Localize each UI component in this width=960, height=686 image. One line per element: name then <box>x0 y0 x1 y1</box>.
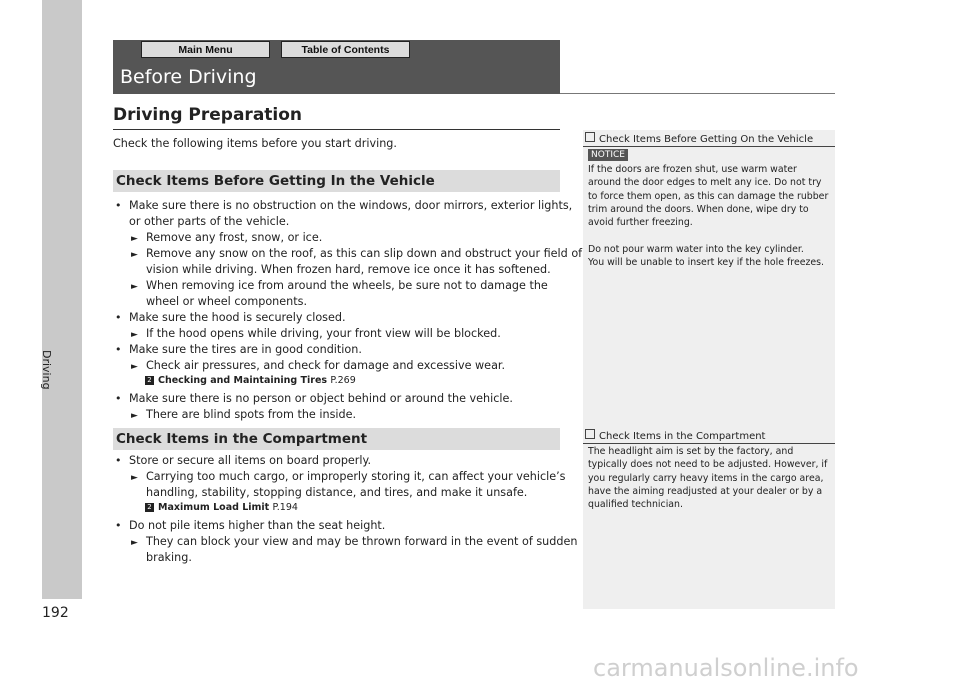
sub-item-continuation: handling, stability, stopping distance, and tires, and make it unsafe. <box>146 486 528 499</box>
sub-item: ► They can block your view and may be thrown forward in the event of sudden <box>131 534 578 548</box>
arrow-icon: ► <box>131 250 138 260</box>
chapter-side-tab <box>42 0 82 599</box>
intro-text: Check the following items before you start driving. <box>113 137 397 150</box>
note-line: around the door edges to melt any ice. Do not try <box>588 177 822 189</box>
note-rule <box>583 146 835 147</box>
bullet-icon: • <box>115 518 122 532</box>
sub-item-continuation: vision while driving. When frozen hard, remove ice once it has softened. <box>146 263 551 276</box>
arrow-icon: ► <box>131 410 138 421</box>
bullet-item: • Do not pile items higher than the seat height. <box>115 518 386 532</box>
title-rule <box>113 129 560 130</box>
header-divider <box>560 93 835 94</box>
note-heading-compartment: Check Items in the Compartment <box>585 429 765 442</box>
watermark: carmanualsonline.info <box>593 654 859 682</box>
notice-badge: NOTICE <box>588 149 628 161</box>
sub-item: ► Carrying too much cargo, or improperly storing it, can affect your vehicle’s <box>131 470 566 483</box>
arrow-icon: ► <box>131 537 138 548</box>
cross-reference-link[interactable]: 2 Maximum Load Limit P.194 <box>145 502 298 513</box>
note-line: have the aiming readjusted at your dealer or by a <box>588 485 823 497</box>
note-heading-before-vehicle: Check Items Before Getting On the Vehicle <box>585 132 813 145</box>
sub-item: ► If the hood opens while driving, your front view will be blocked. <box>131 327 501 340</box>
sub-item-continuation: braking. <box>146 550 192 564</box>
note-line: typically does not need to be adjusted. However, if <box>588 459 828 471</box>
note-line: qualified technician. <box>588 499 683 511</box>
main-menu-button[interactable]: Main Menu <box>141 41 270 58</box>
section-heading-text: Check Items in the Compartment <box>116 431 368 447</box>
note-marker-icon <box>585 429 595 439</box>
note-marker-icon <box>585 132 595 142</box>
section-heading-compartment <box>113 428 560 450</box>
table-of-contents-button[interactable]: Table of Contents <box>281 41 410 58</box>
section-heading-before-vehicle <box>113 170 560 192</box>
note-line: If the doors are frozen shut, use warm water <box>588 164 797 175</box>
side-tab-label: Driving <box>40 350 53 390</box>
sub-item: ► Check air pressures, and check for damage and excessive wear. <box>131 359 506 372</box>
bullet-item: • Store or secure all items on board properly. <box>115 454 372 467</box>
note-line: you regularly carry heavy items in the cargo area, <box>588 472 824 484</box>
sub-item-continuation: wheel or wheel components. <box>146 295 308 308</box>
bullet-item: • Make sure there is no obstruction on the windows, door mirrors, exterior lights, <box>115 199 573 212</box>
bullet-icon: • <box>115 343 122 356</box>
bullet-icon: • <box>115 311 122 324</box>
cross-reference-link[interactable]: 2 Checking and Maintaining Tires P.269 <box>145 375 356 386</box>
note-line: You will be unable to insert key if the hole freezes. <box>588 257 825 269</box>
bullet-icon: • <box>115 454 122 467</box>
note-rule <box>583 443 835 444</box>
arrow-icon: ► <box>131 330 138 340</box>
bullet-item: • Make sure there is no person or object behind or around the vehicle. <box>115 391 513 405</box>
sub-item: ► There are blind spots from the inside. <box>131 407 357 421</box>
bullet-continuation: or other parts of the vehicle. <box>129 215 290 228</box>
sub-item: ► Remove any snow on the roof, as this can slip down and obstruct your field of <box>131 247 583 260</box>
bullet-icon: • <box>115 391 122 405</box>
bullet-item: • Make sure the hood is securely closed. <box>115 311 346 324</box>
chapter-title: Before Driving <box>120 66 257 88</box>
page-title: Driving Preparation <box>113 105 303 125</box>
arrow-icon: ► <box>131 362 138 372</box>
bullet-item: • Make sure the tires are in good condition. <box>115 343 362 356</box>
arrow-icon: ► <box>131 473 138 483</box>
reference-icon: 2 <box>145 503 154 512</box>
note-line: to force them open, as this can damage the rubber <box>588 190 829 202</box>
note-line: The headlight aim is set by the factory, and <box>588 446 794 457</box>
sub-item: ► When removing ice from around the wheels, be sure not to damage the <box>131 279 548 292</box>
note-line: avoid further freezing. <box>588 217 693 229</box>
reference-icon: 2 <box>145 376 154 385</box>
note-line: trim around the doors. When done, wipe dry to <box>588 203 809 215</box>
note-line: Do not pour warm water into the key cylinder. <box>588 243 804 255</box>
arrow-icon: ► <box>131 282 138 292</box>
page-number: 192 <box>42 605 69 621</box>
arrow-icon: ► <box>131 234 138 244</box>
bullet-icon: • <box>115 199 122 212</box>
sub-item: ► Remove any frost, snow, or ice. <box>131 231 323 244</box>
section-heading-text: Check Items Before Getting In the Vehicle <box>116 173 435 189</box>
